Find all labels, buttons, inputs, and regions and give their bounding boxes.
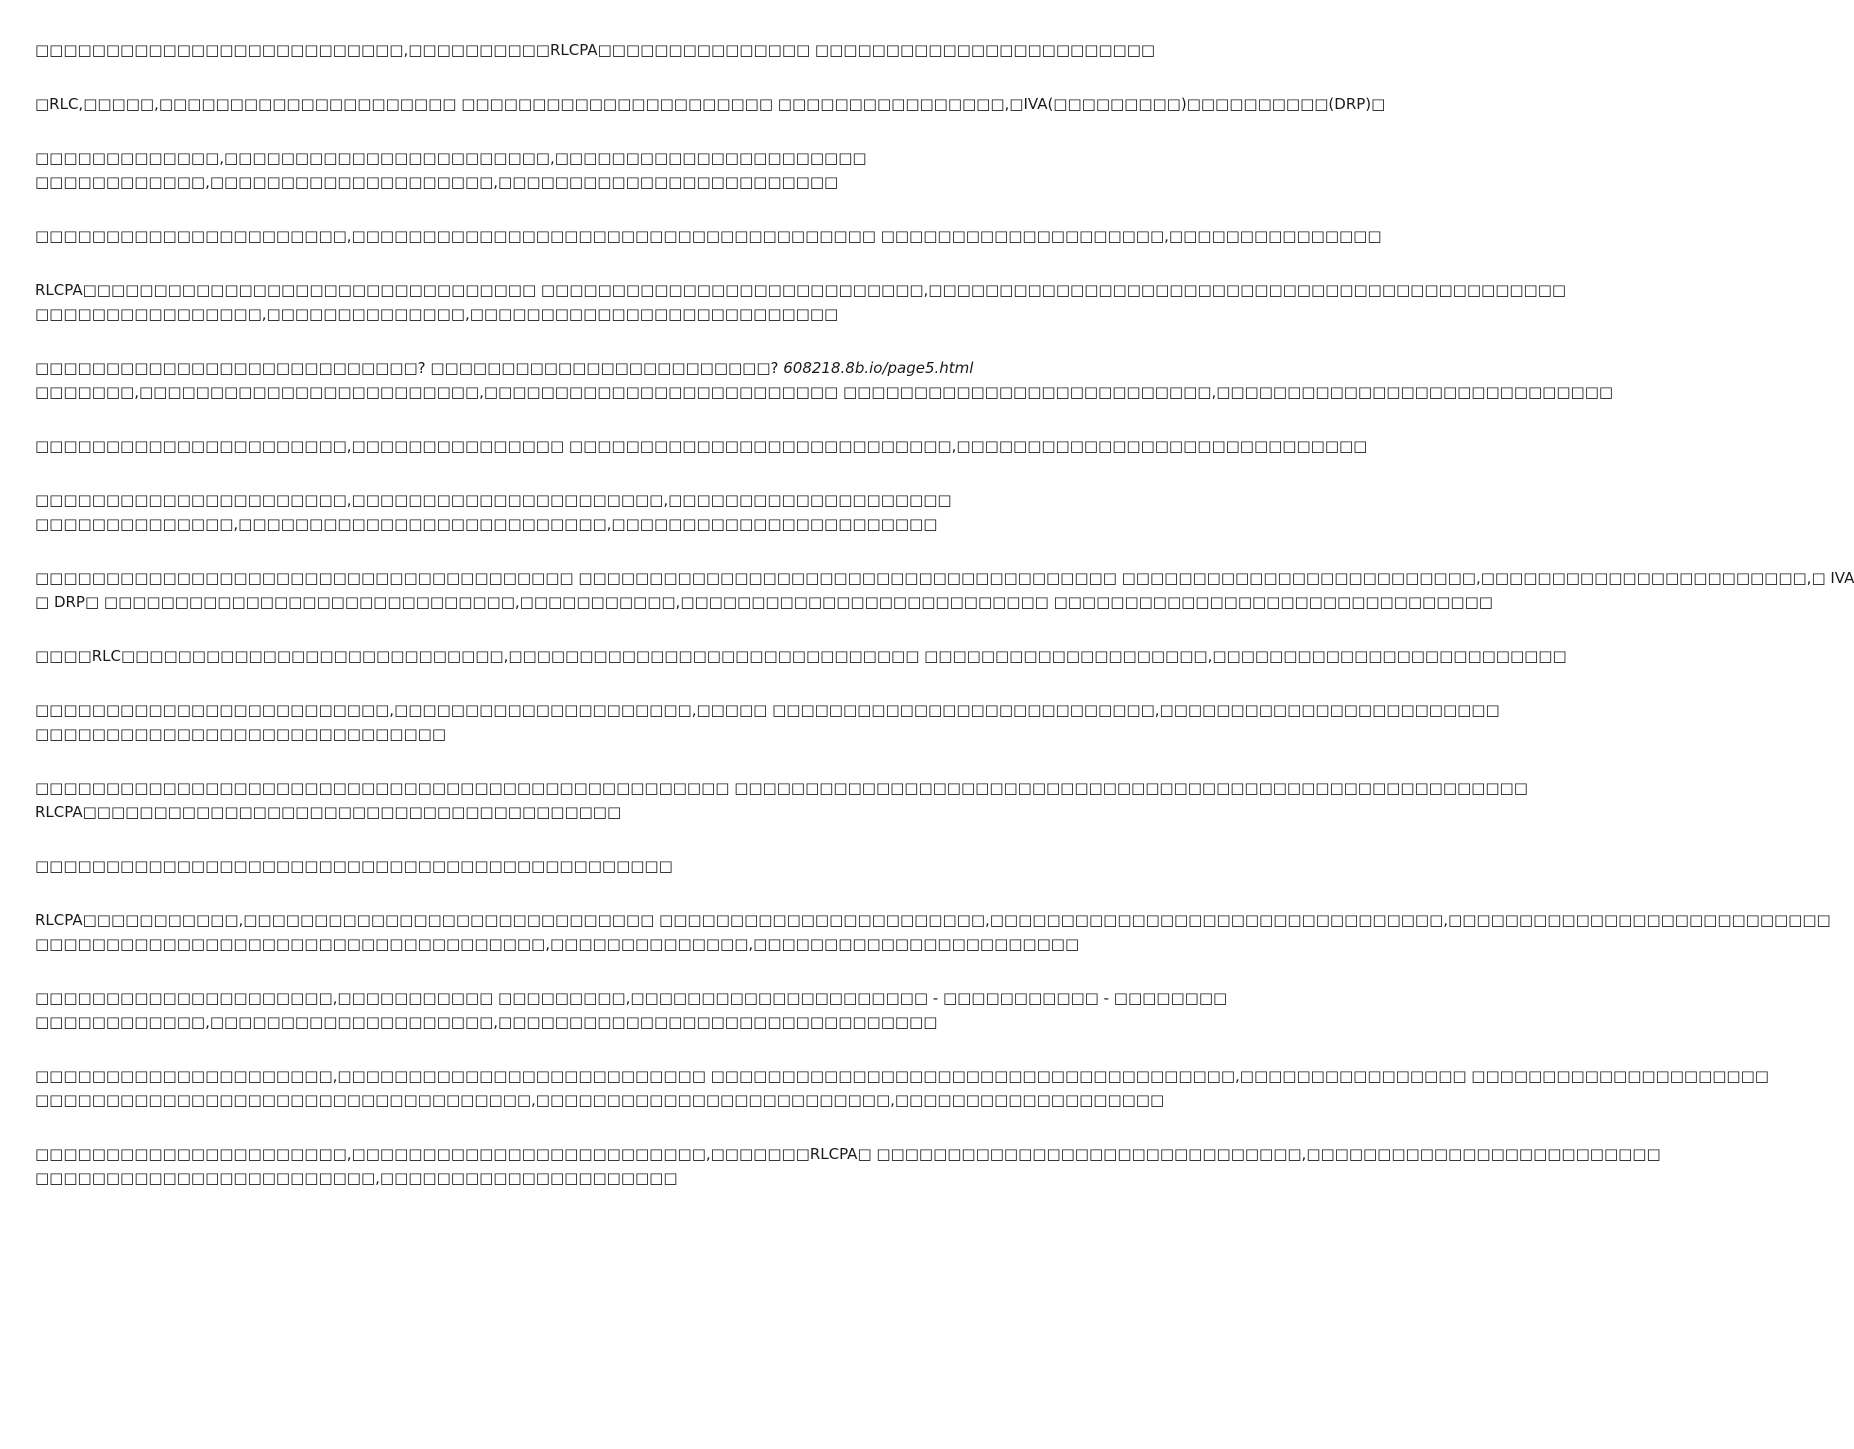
body-text: □□□□□□□□□□□□□□□□□□□□□□□□□□□□□ (35, 725, 446, 743)
text-line (35, 146, 985, 170)
text-line (35, 776, 1528, 800)
text-line (35, 566, 1854, 590)
body-text: □□□□□□□□□□□□,□□□□□□□□□□□□□□□□□□□□,□□□□□□□□□□□□□□□□□□□□□□□□ (35, 173, 839, 191)
paragraph (35, 566, 1854, 614)
body-text: □□□□□□□□□□□□□□□□,□□□□□□□□□□□□□□,□□□□□□□□□□□□□□□□□□□□□□□□□□ (35, 305, 839, 323)
body-text: □□□□□□□□□□□□□□□□□□□□□□□□□□□? □□□□□□□□□□□□□□□□□□□□□□□□? (35, 359, 784, 377)
text-line (35, 1064, 1769, 1088)
body-text: RLCPA□□□□□□□□□□□□□□□□□□□□□□□□□□□□□□□□□□□□□□ (35, 803, 622, 821)
body-text: □□□□□□□□□□□□□□□□□□□□□□□□□□,□□□□□□□□□□RLCPA□□□□□□□□□□□□□□□ □□□□□□□□□□□□□□□□□□□□□□□□ (35, 41, 1156, 59)
body-text: □□□□□□□,□□□□□□□□□□□□□□□□□□□□□□□□,□□□□□□□□□□□□□□□□□□□□□□□□□ □□□□□□□□□□□□□□□□□□□□□□□□□□,□□□□□□□□□□□□□□□□□□□□□□□□□□□□ (35, 383, 1614, 401)
body-text: □□□□□□□□□□□□□□□□□□□□□□□□□,□□□□□□□□□□□□□□□□□□□□□,□□□□□ □□□□□□□□□□□□□□□□□□□□□□□□□□□,□□□□□□□□□□□□□□□□□□□□□□□□ (35, 701, 1500, 719)
text-line (35, 356, 985, 380)
body-text: □□□□□□□□□□□□□,□□□□□□□□□□□□□□□□□□□□□□□,□□□□□□□□□□□□□□□□□□□□□□ (35, 149, 867, 167)
body-text: □□□□□□□□□□□□□□,□□□□□□□□□□□□□□□□□□□□□□□□□□,□□□□□□□□□□□□□□□□□□□□□□□ (35, 515, 938, 533)
body-text: RLCPA□□□□□□□□□□□□□□□□□□□□□□□□□□□□□□□□ □□□□□□□□□□□□□□□□□□□□□□□□□□□,□□□□□□□□□□□□□□□□□□□□□□□□□□□□□□□□□□□□□□□□□□□□□ (35, 281, 1567, 299)
body-text: RLCPA□□□□□□□□□□□,□□□□□□□□□□□□□□□□□□□□□□□□□□□□□ □□□□□□□□□□□□□□□□□□□□□□□,□□□□□□□□□□□□□□□□□□□□□□□□□□□□□□□□,□□□□□□□□□□□□□□□□□□□□□□□□□□□ (35, 911, 1831, 929)
body-text: □□□□□□□□□□□□□□□□□□□□□□,□□□□□□□□□□□□□□□□□□□□□□□□□□□□□□□□□□□□□ □□□□□□□□□□□□□□□□□□□□,□□□□□□□□□□□□□□□ (35, 227, 1382, 245)
body-text: □□□□□□□□□□□□,□□□□□□□□□□□□□□□□□□□□,□□□□□□□□□□□□□□□□□□□□□□□□□□□□□□□ (35, 1013, 938, 1031)
body-text: □□□□□□□□□□□□□□□□□□□□□□,□□□□□□□□□□□□□□□□□□□□□□,□□□□□□□□□□□□□□□□□□□□ (35, 491, 952, 509)
body-text: □□□□□□□□□□□□□□□□□□□□□□,□□□□□□□□□□□□□□□□□□□□□□□□□,□□□□□□□RLCPA□ □□□□□□□□□□□□□□□□□□□□□□□□□□□□□□,□□□□□□□□□□□□□□□□□□□□□□□□□ (35, 1145, 1661, 1163)
body-text: □□□□□□□□□□□□□□□□□□□□□□□□□□□□□□□□□□□□□□□□□□□□□□□□□ □□□□□□□□□□□□□□□□□□□□□□□□□□□□□□□□□□□□□□□□□□□□□□□□□□□□□□□□ (35, 779, 1528, 797)
paragraph (35, 854, 985, 878)
body-text: □□□□□□□□□□□□□□□□□□□□□□□□□□□□□□□□□□□□□□□□□□□□□ (35, 857, 673, 875)
text-line (35, 1166, 985, 1190)
paragraph (35, 146, 985, 194)
body-text: □□□□□□□□□□□□□□□□□□□□□□,□□□□□□□□□□□□□□□ □□□□□□□□□□□□□□□□□□□□□□□□□□□,□□□□□□□□□□□□□□□□□□□□□□□□□□□□□ (35, 437, 1368, 455)
text-line (35, 698, 1500, 722)
text-line (35, 302, 985, 326)
paragraph (35, 434, 1368, 458)
paragraph (35, 698, 1500, 746)
paragraph (35, 908, 1831, 956)
text-line (35, 434, 1368, 458)
text-line (35, 1088, 1165, 1112)
paragraph (35, 1064, 1769, 1112)
paragraph (35, 644, 1567, 668)
body-text: □□□□□□□□□□□□□□□□□□□□□,□□□□□□□□□□□ □□□□□□□□□,□□□□□□□□□□□□□□□□□□□□□ - □□□□□□□□□□□ - □□□□□□□□ (35, 989, 1228, 1007)
text-line (35, 224, 1382, 248)
paragraph (35, 488, 985, 536)
text-line (35, 932, 1080, 956)
body-text: □□□□□□□□□□□□□□□□□□□□□□□□□□□□□□□□□□□□,□□□□□□□□□□□□□□,□□□□□□□□□□□□□□□□□□□□□□□ (35, 935, 1080, 953)
paragraph (35, 38, 1156, 62)
text-line (35, 1142, 1661, 1166)
paragraph (35, 224, 1382, 248)
text-line (35, 38, 1156, 62)
document-body (35, 38, 1854, 1220)
paragraph (35, 986, 1228, 1034)
paragraph (35, 1142, 1661, 1190)
text-line (35, 512, 985, 536)
text-line (35, 722, 985, 746)
paragraph (35, 278, 1567, 326)
text-line (35, 908, 1831, 932)
body-text: □□□□RLC□□□□□□□□□□□□□□□□□□□□□□□□□□□,□□□□□□□□□□□□□□□□□□□□□□□□□□□□□ □□□□□□□□□□□□□□□□□□□□,□□□□□□□□□□□□□□□□□□□□□□□□□ (35, 647, 1567, 665)
text-line (35, 854, 985, 878)
text-line (35, 800, 985, 824)
url-text: 608218.8b.io/page5.html (783, 359, 974, 377)
text-line (35, 170, 985, 194)
text-line (35, 92, 1386, 116)
body-text: □□□□□□□□□□□□□□□□□□□□□□□□□□□□□□□□□□□□□□ □□□□□□□□□□□□□□□□□□□□□□□□□□□□□□□□□□□□□□ □□□□□□□□□□□□□□□□□□□□□□□□□,□□□□□□□□□□□□□□□□□□□□□□□,□ IVA (35, 569, 1854, 587)
text-line (35, 380, 1614, 404)
text-line (35, 278, 1567, 302)
paragraph (35, 356, 1614, 404)
body-text: □□□□□□□□□□□□□□□□□□□□□□□□,□□□□□□□□□□□□□□□□□□□□□ (35, 1169, 678, 1187)
text-line (35, 986, 1228, 1010)
text-line (35, 488, 985, 512)
text-line (35, 644, 1567, 668)
paragraph (35, 776, 1528, 824)
text-line (35, 590, 1493, 614)
text-line (35, 1010, 985, 1034)
body-text: □RLC,□□□□□,□□□□□□□□□□□□□□□□□□□□□ □□□□□□□□□□□□□□□□□□□□□□ □□□□□□□□□□□□□□□□,□IVA(□□□□□□□□□)□□□□□□□□□□(DRP)□ (35, 95, 1386, 113)
paragraph (35, 92, 1386, 116)
body-text: □□□□□□□□□□□□□□□□□□□□□□□□□□□□□□□□□□□,□□□□□□□□□□□□□□□□□□□□□□□□□,□□□□□□□□□□□□□□□□□□□ (35, 1091, 1165, 1109)
body-text: □ DRP□ □□□□□□□□□□□□□□□□□□□□□□□□□□□□□,□□□□□□□□□□□,□□□□□□□□□□□□□□□□□□□□□□□□□□ □□□□□□□□□□□□□□□□□□□□□□□□□□□□□□□ (35, 593, 1493, 611)
body-text: □□□□□□□□□□□□□□□□□□□□□,□□□□□□□□□□□□□□□□□□□□□□□□□□ □□□□□□□□□□□□□□□□□□□□□□□□□□□□□□□□□□□□□,□□□□□□□□□□□□□□□□ □□□□□□□□□□□□□□□□□□□□□ (35, 1067, 1769, 1085)
